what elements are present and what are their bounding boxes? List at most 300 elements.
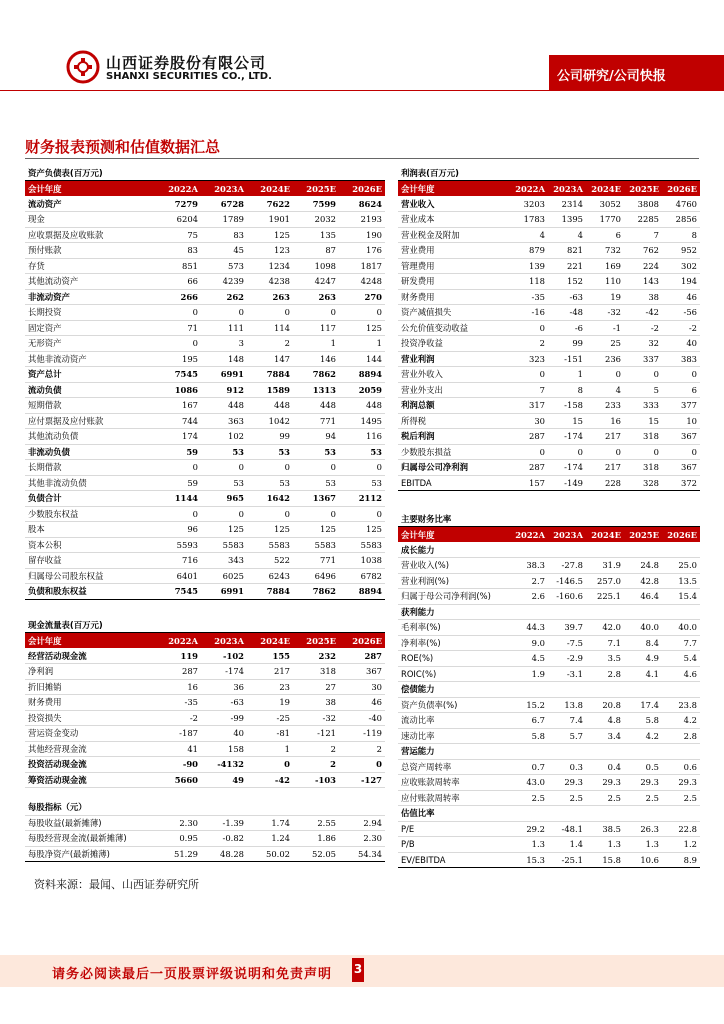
cell-value: 287: [155, 664, 201, 680]
cell-value: -6: [548, 320, 586, 336]
cell-value: 1: [247, 741, 293, 757]
cell-value: -35: [510, 289, 548, 305]
year-header: 2026E: [339, 181, 385, 197]
table-title-row: [398, 511, 700, 527]
row-label: 其他经营现金流: [25, 741, 155, 757]
cell-value: 25: [586, 336, 624, 352]
cell-value: 6782: [339, 568, 385, 584]
cell-value: 53: [201, 475, 247, 491]
row-label: 少数股东权益: [25, 506, 155, 522]
cell-value: 5583: [293, 537, 339, 553]
group-row: [398, 806, 700, 822]
year-header: 2024E: [586, 181, 624, 197]
cell-value: 287: [339, 648, 385, 664]
cell-value: 39.7: [548, 620, 586, 636]
cell-value: 4.2: [624, 728, 662, 744]
row-label: ROE(%): [398, 651, 510, 667]
cell-value: 0.95: [155, 831, 201, 847]
group-label: 营运能力: [398, 744, 700, 760]
row-label: 流动比率: [398, 713, 510, 729]
year-header: 2026E: [662, 181, 700, 197]
table-header-row: [25, 633, 385, 649]
cell-value: 7: [510, 382, 548, 398]
cell-value: 125: [247, 227, 293, 243]
cell-value: -7.5: [548, 635, 586, 651]
cell-value: 194: [662, 274, 700, 290]
cell-value: 7884: [247, 584, 293, 600]
row-label: 归属母公司净利润: [398, 460, 510, 476]
table-row: [25, 305, 385, 321]
table-header-row: [398, 181, 700, 197]
cell-value: -56: [662, 305, 700, 321]
per-share-title-row: [25, 800, 385, 816]
cell-value: 228: [586, 475, 624, 491]
cell-value: 232: [293, 648, 339, 664]
cell-value: 41: [155, 741, 201, 757]
cell-value: 8894: [339, 584, 385, 600]
cell-value: -146.5: [548, 573, 586, 589]
cell-value: 2.94: [339, 815, 385, 831]
cell-value: 0: [293, 305, 339, 321]
row-label: 总资产周转率: [398, 759, 510, 775]
cell-value: 7862: [293, 367, 339, 383]
table-row: [25, 831, 385, 847]
cell-value: 13.8: [548, 697, 586, 713]
cell-value: 51.29: [155, 846, 201, 862]
cell-value: 1.3: [624, 837, 662, 853]
company-logo: [66, 50, 100, 84]
cell-value: -2: [624, 320, 662, 336]
row-label: 管理费用: [398, 258, 510, 274]
row-label: P/B: [398, 837, 510, 853]
cell-value: 7.4: [548, 713, 586, 729]
cell-value: 15.8: [586, 852, 624, 868]
cell-value: 30: [339, 679, 385, 695]
cell-value: 2.5: [624, 790, 662, 806]
cell-value: 2032: [293, 212, 339, 228]
cell-value: 139: [510, 258, 548, 274]
cell-value: 6243: [247, 568, 293, 584]
cell-value: 42.0: [586, 620, 624, 636]
cell-value: 448: [201, 398, 247, 414]
table-row: [25, 398, 385, 414]
row-label: P/E: [398, 821, 510, 837]
table-row: [25, 522, 385, 538]
cell-value: -151: [548, 351, 586, 367]
cell-value: 1144: [155, 491, 201, 507]
cell-value: 771: [293, 553, 339, 569]
cell-value: -2.9: [548, 651, 586, 667]
cell-value: 233: [586, 398, 624, 414]
cell-value: -99: [201, 710, 247, 726]
cell-value: 1589: [247, 382, 293, 398]
cell-value: 6496: [293, 568, 339, 584]
row-label: 资产总计: [25, 367, 155, 383]
cell-value: 5583: [201, 537, 247, 553]
cell-value: -174: [548, 429, 586, 445]
cell-value: -48: [548, 305, 586, 321]
cell-value: 148: [201, 351, 247, 367]
cell-value: 2.30: [155, 815, 201, 831]
cell-value: 8894: [339, 367, 385, 383]
table-row: [398, 320, 700, 336]
row-label: 筹资活动现金流: [25, 772, 155, 788]
cell-value: -4132: [201, 757, 247, 773]
cell-value: 302: [662, 258, 700, 274]
year-header: 2024E: [586, 527, 624, 543]
row-label: 税后利润: [398, 429, 510, 445]
table-row: [25, 196, 385, 212]
cell-value: 0: [624, 367, 662, 383]
group-row: [398, 542, 700, 558]
cell-value: 1: [293, 336, 339, 352]
cell-value: 10: [662, 413, 700, 429]
cell-value: 7884: [247, 367, 293, 383]
cell-value: 2.8: [662, 728, 700, 744]
table-row: [398, 367, 700, 383]
cell-value: 225.1: [586, 589, 624, 605]
cell-value: 2285: [624, 212, 662, 228]
cell-value: 66: [155, 274, 201, 290]
cell-value: 367: [662, 429, 700, 445]
cell-value: 0: [155, 305, 201, 321]
table-title: 利润表(百万元): [398, 165, 700, 181]
cell-value: 167: [155, 398, 201, 414]
cell-value: 38.5: [586, 821, 624, 837]
row-label: 净利润: [25, 664, 155, 680]
cell-value: 46: [662, 289, 700, 305]
header-divider: [0, 90, 724, 91]
year-header: 2022A: [510, 527, 548, 543]
cell-value: 0: [293, 506, 339, 522]
row-label: 营业外收入: [398, 367, 510, 383]
cell-value: 6728: [201, 196, 247, 212]
cell-value: 217: [586, 429, 624, 445]
cell-value: -25: [247, 710, 293, 726]
per-share-title: 每股指标（元）: [25, 800, 385, 816]
cell-value: 0: [339, 506, 385, 522]
cell-value: 4.5: [510, 651, 548, 667]
cell-value: 38.3: [510, 558, 548, 574]
cell-value: 1901: [247, 212, 293, 228]
row-label: 流动资产: [25, 196, 155, 212]
cell-value: 29.3: [624, 775, 662, 791]
cell-value: 0: [510, 320, 548, 336]
row-label: 其他非流动负债: [25, 475, 155, 491]
cell-value: 174: [155, 429, 201, 445]
cell-value: 19: [586, 289, 624, 305]
row-label: 营运资金变动: [25, 726, 155, 742]
row-label: 流动负债: [25, 382, 155, 398]
cell-value: -90: [155, 757, 201, 773]
cell-value: 53: [339, 475, 385, 491]
row-label: EV/EBITDA: [398, 852, 510, 868]
cell-value: 7599: [293, 196, 339, 212]
year-header: 2025E: [624, 527, 662, 543]
cell-value: 217: [586, 460, 624, 476]
table-row: [398, 398, 700, 414]
cell-value: 16: [155, 679, 201, 695]
table-row: [398, 429, 700, 445]
table-row: [25, 815, 385, 831]
cell-value: 94: [293, 429, 339, 445]
table-row: [25, 227, 385, 243]
table-row: [25, 258, 385, 274]
cell-value: -48.1: [548, 821, 586, 837]
cell-value: 46.4: [624, 589, 662, 605]
cell-value: 3.4: [586, 728, 624, 744]
cell-value: 318: [624, 429, 662, 445]
section-divider: [25, 158, 699, 159]
cell-value: 4.6: [662, 666, 700, 682]
cell-value: 3808: [624, 196, 662, 212]
cell-value: 15.2: [510, 697, 548, 713]
cell-value: 144: [339, 351, 385, 367]
row-label: 其他流动资产: [25, 274, 155, 290]
table-row: [25, 537, 385, 553]
cell-value: 257.0: [586, 573, 624, 589]
row-label: 归属于母公司净利润(%): [398, 589, 510, 605]
cell-value: 6.7: [510, 713, 548, 729]
footer-disclaimer: 请务必阅读最后一页股票评级说明和免责声明: [52, 967, 333, 982]
cell-value: 2: [293, 741, 339, 757]
cell-value: 13.5: [662, 573, 700, 589]
cell-value: 31.9: [586, 558, 624, 574]
cell-value: 821: [548, 243, 586, 259]
cell-value: 71: [155, 320, 201, 336]
cell-value: 4.9: [624, 651, 662, 667]
cell-value: 0: [247, 305, 293, 321]
year-header: 2023A: [548, 527, 586, 543]
table-title-row: [25, 165, 385, 181]
cell-value: 40.0: [662, 620, 700, 636]
table-row: [398, 212, 700, 228]
year-header: 2022A: [155, 633, 201, 649]
table-row: [25, 491, 385, 507]
cell-value: 318: [624, 460, 662, 476]
table-row: [398, 775, 700, 791]
cell-value: 0: [201, 305, 247, 321]
row-label: 毛利率(%): [398, 620, 510, 636]
cell-value: 323: [510, 351, 548, 367]
cell-value: 7.7: [662, 635, 700, 651]
cell-value: 0.7: [510, 759, 548, 775]
cell-value: 54.34: [339, 846, 385, 862]
table-row: [398, 460, 700, 476]
year-header: 2025E: [624, 181, 662, 197]
cell-value: -63: [548, 289, 586, 305]
cell-value: 7545: [155, 584, 201, 600]
cell-value: 1789: [201, 212, 247, 228]
income-statement-table: [398, 165, 700, 491]
table-row: [25, 274, 385, 290]
cell-value: 6: [662, 382, 700, 398]
cell-value: 0: [510, 444, 548, 460]
cell-value: 7: [624, 227, 662, 243]
cell-value: 4238: [247, 274, 293, 290]
row-label: 存货: [25, 258, 155, 274]
row-label: 少数股东损益: [398, 444, 510, 460]
cell-value: 29.3: [586, 775, 624, 791]
cell-value: 8: [662, 227, 700, 243]
cell-value: 102: [201, 429, 247, 445]
cell-value: 2.5: [548, 790, 586, 806]
row-label: 负债合计: [25, 491, 155, 507]
cell-value: 2: [339, 741, 385, 757]
table-row: [398, 620, 700, 636]
cell-value: 318: [293, 664, 339, 680]
row-label: 无形资产: [25, 336, 155, 352]
table-row: [398, 713, 700, 729]
table-row: [398, 289, 700, 305]
group-label: 估值比率: [398, 806, 700, 822]
cell-value: 24.8: [624, 558, 662, 574]
cell-value: -16: [510, 305, 548, 321]
cell-value: 195: [155, 351, 201, 367]
group-row: [398, 682, 700, 698]
table-row: [25, 444, 385, 460]
cell-value: -1: [586, 320, 624, 336]
cell-value: 8: [548, 382, 586, 398]
cell-value: 0: [201, 460, 247, 476]
section-title: 财务报表预测和估值数据汇总: [25, 138, 221, 156]
table-row: [25, 336, 385, 352]
cell-value: 4247: [293, 274, 339, 290]
cell-value: 263: [293, 289, 339, 305]
cell-value: 96: [155, 522, 201, 538]
cell-value: 1086: [155, 382, 201, 398]
cell-value: 236: [586, 351, 624, 367]
cell-value: 0: [586, 444, 624, 460]
cell-value: 29.2: [510, 821, 548, 837]
table-row: [25, 289, 385, 305]
cell-value: 44.3: [510, 620, 548, 636]
cell-value: -174: [548, 460, 586, 476]
table-row: [398, 227, 700, 243]
row-label: 资产减值损失: [398, 305, 510, 321]
cell-value: 0: [155, 460, 201, 476]
cell-value: 3052: [586, 196, 624, 212]
cell-value: 317: [510, 398, 548, 414]
cell-value: 42.8: [624, 573, 662, 589]
cell-value: 0: [548, 444, 586, 460]
table-row: [25, 568, 385, 584]
cell-value: 1.3: [586, 837, 624, 853]
cell-value: 83: [155, 243, 201, 259]
cell-value: -149: [548, 475, 586, 491]
cell-value: -32: [586, 305, 624, 321]
cell-value: 0.4: [586, 759, 624, 775]
cell-value: 53: [339, 444, 385, 460]
cell-value: 2.55: [293, 815, 339, 831]
cash-flow-table: [25, 617, 385, 862]
row-label: 长期借款: [25, 460, 155, 476]
cell-value: 169: [586, 258, 624, 274]
cell-value: 2314: [548, 196, 586, 212]
group-label: 成长能力: [398, 542, 700, 558]
cell-value: 2059: [339, 382, 385, 398]
table-row: [398, 837, 700, 853]
cell-value: 912: [201, 382, 247, 398]
cell-value: 1.2: [662, 837, 700, 853]
cell-value: 8.9: [662, 852, 700, 868]
cell-value: 7.1: [586, 635, 624, 651]
cell-value: 1395: [548, 212, 586, 228]
cell-value: 2.5: [662, 790, 700, 806]
cell-value: 1495: [339, 413, 385, 429]
table-row: [398, 573, 700, 589]
row-label: 负债和股东权益: [25, 584, 155, 600]
table-title: 主要财务比率: [398, 511, 700, 527]
cell-value: 1038: [339, 553, 385, 569]
header-label: 会计年度: [398, 181, 510, 197]
cell-value: 522: [247, 553, 293, 569]
cell-value: 367: [662, 460, 700, 476]
row-label: 固定资产: [25, 320, 155, 336]
data-source-note: 资料来源：最闻、山西证券研究所: [34, 878, 199, 891]
table-row: [398, 589, 700, 605]
table-row: [25, 679, 385, 695]
group-label: 获利能力: [398, 604, 700, 620]
balance-sheet-table: [25, 165, 385, 600]
table-row: [398, 351, 700, 367]
cell-value: 0: [293, 460, 339, 476]
year-header: 2025E: [293, 181, 339, 197]
cell-value: 1313: [293, 382, 339, 398]
year-header: 2026E: [339, 633, 385, 649]
cell-value: 2: [293, 757, 339, 773]
cell-value: 25.0: [662, 558, 700, 574]
cell-value: 6204: [155, 212, 201, 228]
row-label: 应收账款周转率: [398, 775, 510, 791]
cell-value: 270: [339, 289, 385, 305]
header-label: 会计年度: [398, 527, 510, 543]
cell-value: 448: [339, 398, 385, 414]
year-header: 2023A: [201, 633, 247, 649]
cell-value: 0.6: [662, 759, 700, 775]
cell-value: 4.8: [586, 713, 624, 729]
row-label: 利润总额: [398, 398, 510, 414]
cell-value: -121: [293, 726, 339, 742]
table-title: 资产负债表(百万元): [25, 165, 385, 181]
cell-value: 0: [247, 460, 293, 476]
cell-value: 7279: [155, 196, 201, 212]
cell-value: 5.7: [548, 728, 586, 744]
row-label: 股本: [25, 522, 155, 538]
table-row: [25, 367, 385, 383]
cell-value: 1770: [586, 212, 624, 228]
table-row: [398, 558, 700, 574]
cell-value: 40.0: [624, 620, 662, 636]
cell-value: 53: [201, 444, 247, 460]
cell-value: 263: [247, 289, 293, 305]
cell-value: 328: [624, 475, 662, 491]
cell-value: 19: [247, 695, 293, 711]
table-row: [25, 320, 385, 336]
cell-value: 87: [293, 243, 339, 259]
cell-value: 2: [510, 336, 548, 352]
cell-value: 762: [624, 243, 662, 259]
cell-value: 123: [247, 243, 293, 259]
group-row: [398, 744, 700, 760]
group-label: 偿债能力: [398, 682, 700, 698]
cell-value: 125: [247, 522, 293, 538]
cell-value: 0: [201, 506, 247, 522]
spacer-row: [25, 788, 385, 800]
table-row: [25, 664, 385, 680]
cell-value: 965: [201, 491, 247, 507]
cell-value: 155: [247, 648, 293, 664]
